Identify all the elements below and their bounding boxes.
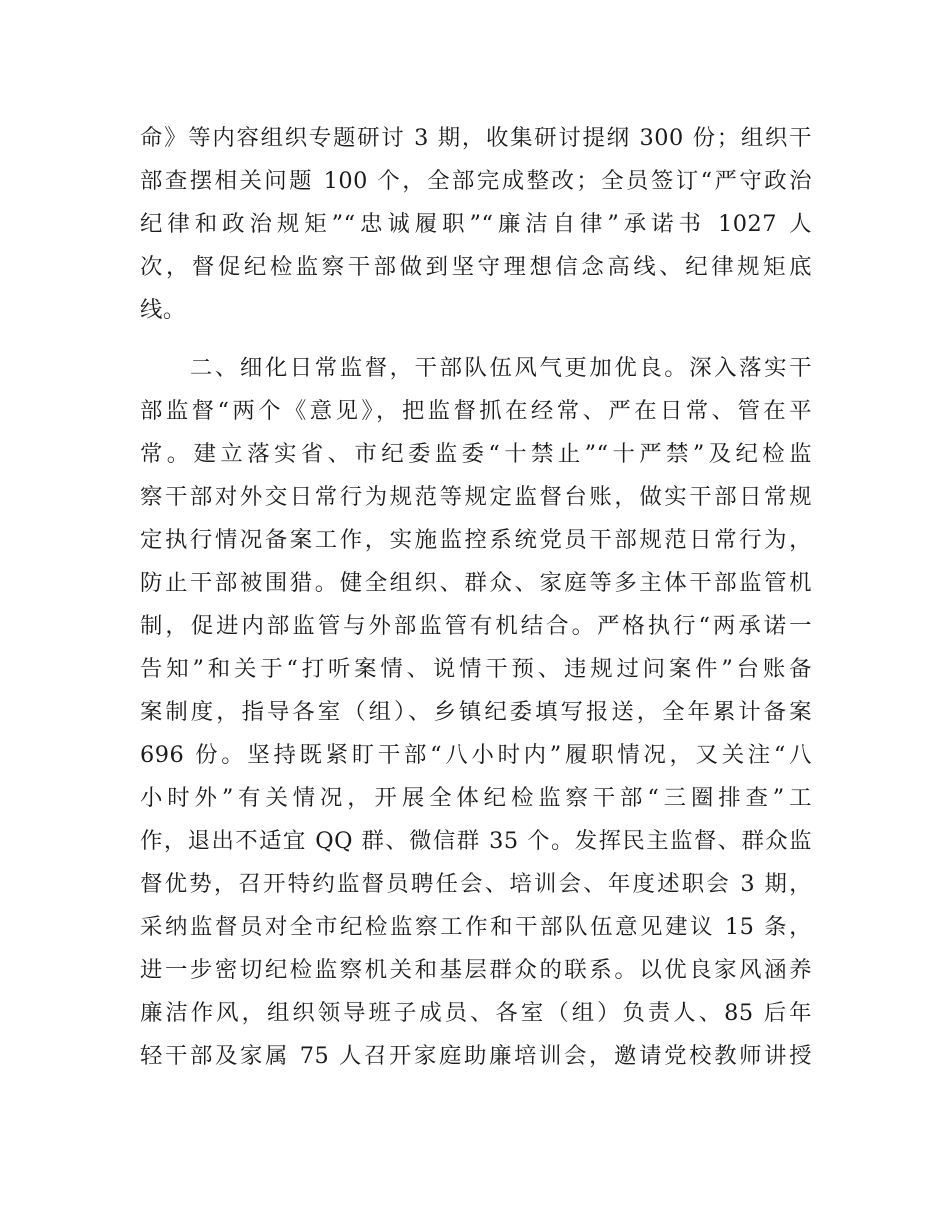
- paragraph-gap: [140, 332, 812, 347]
- text-line: 二、细化日常监督，干部队伍风气更加优良。深入落实干: [140, 355, 812, 381]
- text-line: 部监督“两个《意见》，把监督抓在经常、严在日常、管在平: [140, 398, 812, 424]
- text-line: 防止干部被围猎。健全组织、群众、家庭等多主体干部监管机: [140, 570, 812, 596]
- text-line: 次，督促纪检监察干部做到坚守理想信念高线、纪律规矩底: [140, 254, 812, 280]
- text-line: 察干部对外交日常行为规范等规定监督台账，做实干部日常规: [140, 484, 812, 510]
- text-line: 作，退出不适宜 QQ 群、微信群 35 个。发挥民主监督、群众监: [140, 828, 812, 854]
- paragraph-1: [140, 117, 812, 332]
- text-line: 轻干部及家属 75 人召开家庭助廉培训会，邀请党校教师讲授: [140, 1043, 812, 1069]
- text-line: 廉洁作风，组织领导班子成员、各室（组）负责人、85 后年: [140, 1000, 812, 1026]
- text-line: 小时外”有关情况，开展全体纪检监察干部“三圈排查”工: [140, 785, 812, 811]
- text-line: 督优势，召开特约监督员聘任会、培训会、年度述职会 3 期，: [140, 871, 812, 897]
- text-line: 案制度，指导各室（组）、乡镇纪委填写报送，全年累计备案: [140, 699, 812, 725]
- text-line: 定执行情况备案工作，实施监控系统党员干部规范日常行为，: [140, 527, 812, 553]
- document-page: [140, 117, 812, 1078]
- text-line: 命》等内容组织专题研讨 3 期，收集研讨提纲 300 份；组织干: [140, 125, 812, 151]
- text-line: 告知”和关于“打听案情、说情干预、违规过问案件”台账备: [140, 656, 812, 682]
- text-line: 采纳监督员对全市纪检监察工作和干部队伍意见建议 15 条，: [140, 914, 812, 940]
- text-line: 696 份。坚持既紧盯干部“八小时内”履职情况，又关注“八: [140, 742, 812, 768]
- text-line: 部查摆相关问题 100 个，全部完成整改；全员签订“严守政治: [140, 168, 812, 194]
- text-line: 纪律和政治规矩”“忠诚履职”“廉洁自律”承诺书 1027 人: [140, 211, 812, 237]
- text-line: 制，促进内部监管与外部监管有机结合。严格执行“两承诺一: [140, 613, 812, 639]
- text-line: 线。: [140, 297, 186, 323]
- text-line: 进一步密切纪检监察机关和基层群众的联系。以优良家风涵养: [140, 957, 812, 983]
- text-line: 常。建立落实省、市纪委监委“十禁止”“十严禁”及纪检监: [140, 441, 812, 467]
- paragraph-2: [140, 347, 812, 1078]
